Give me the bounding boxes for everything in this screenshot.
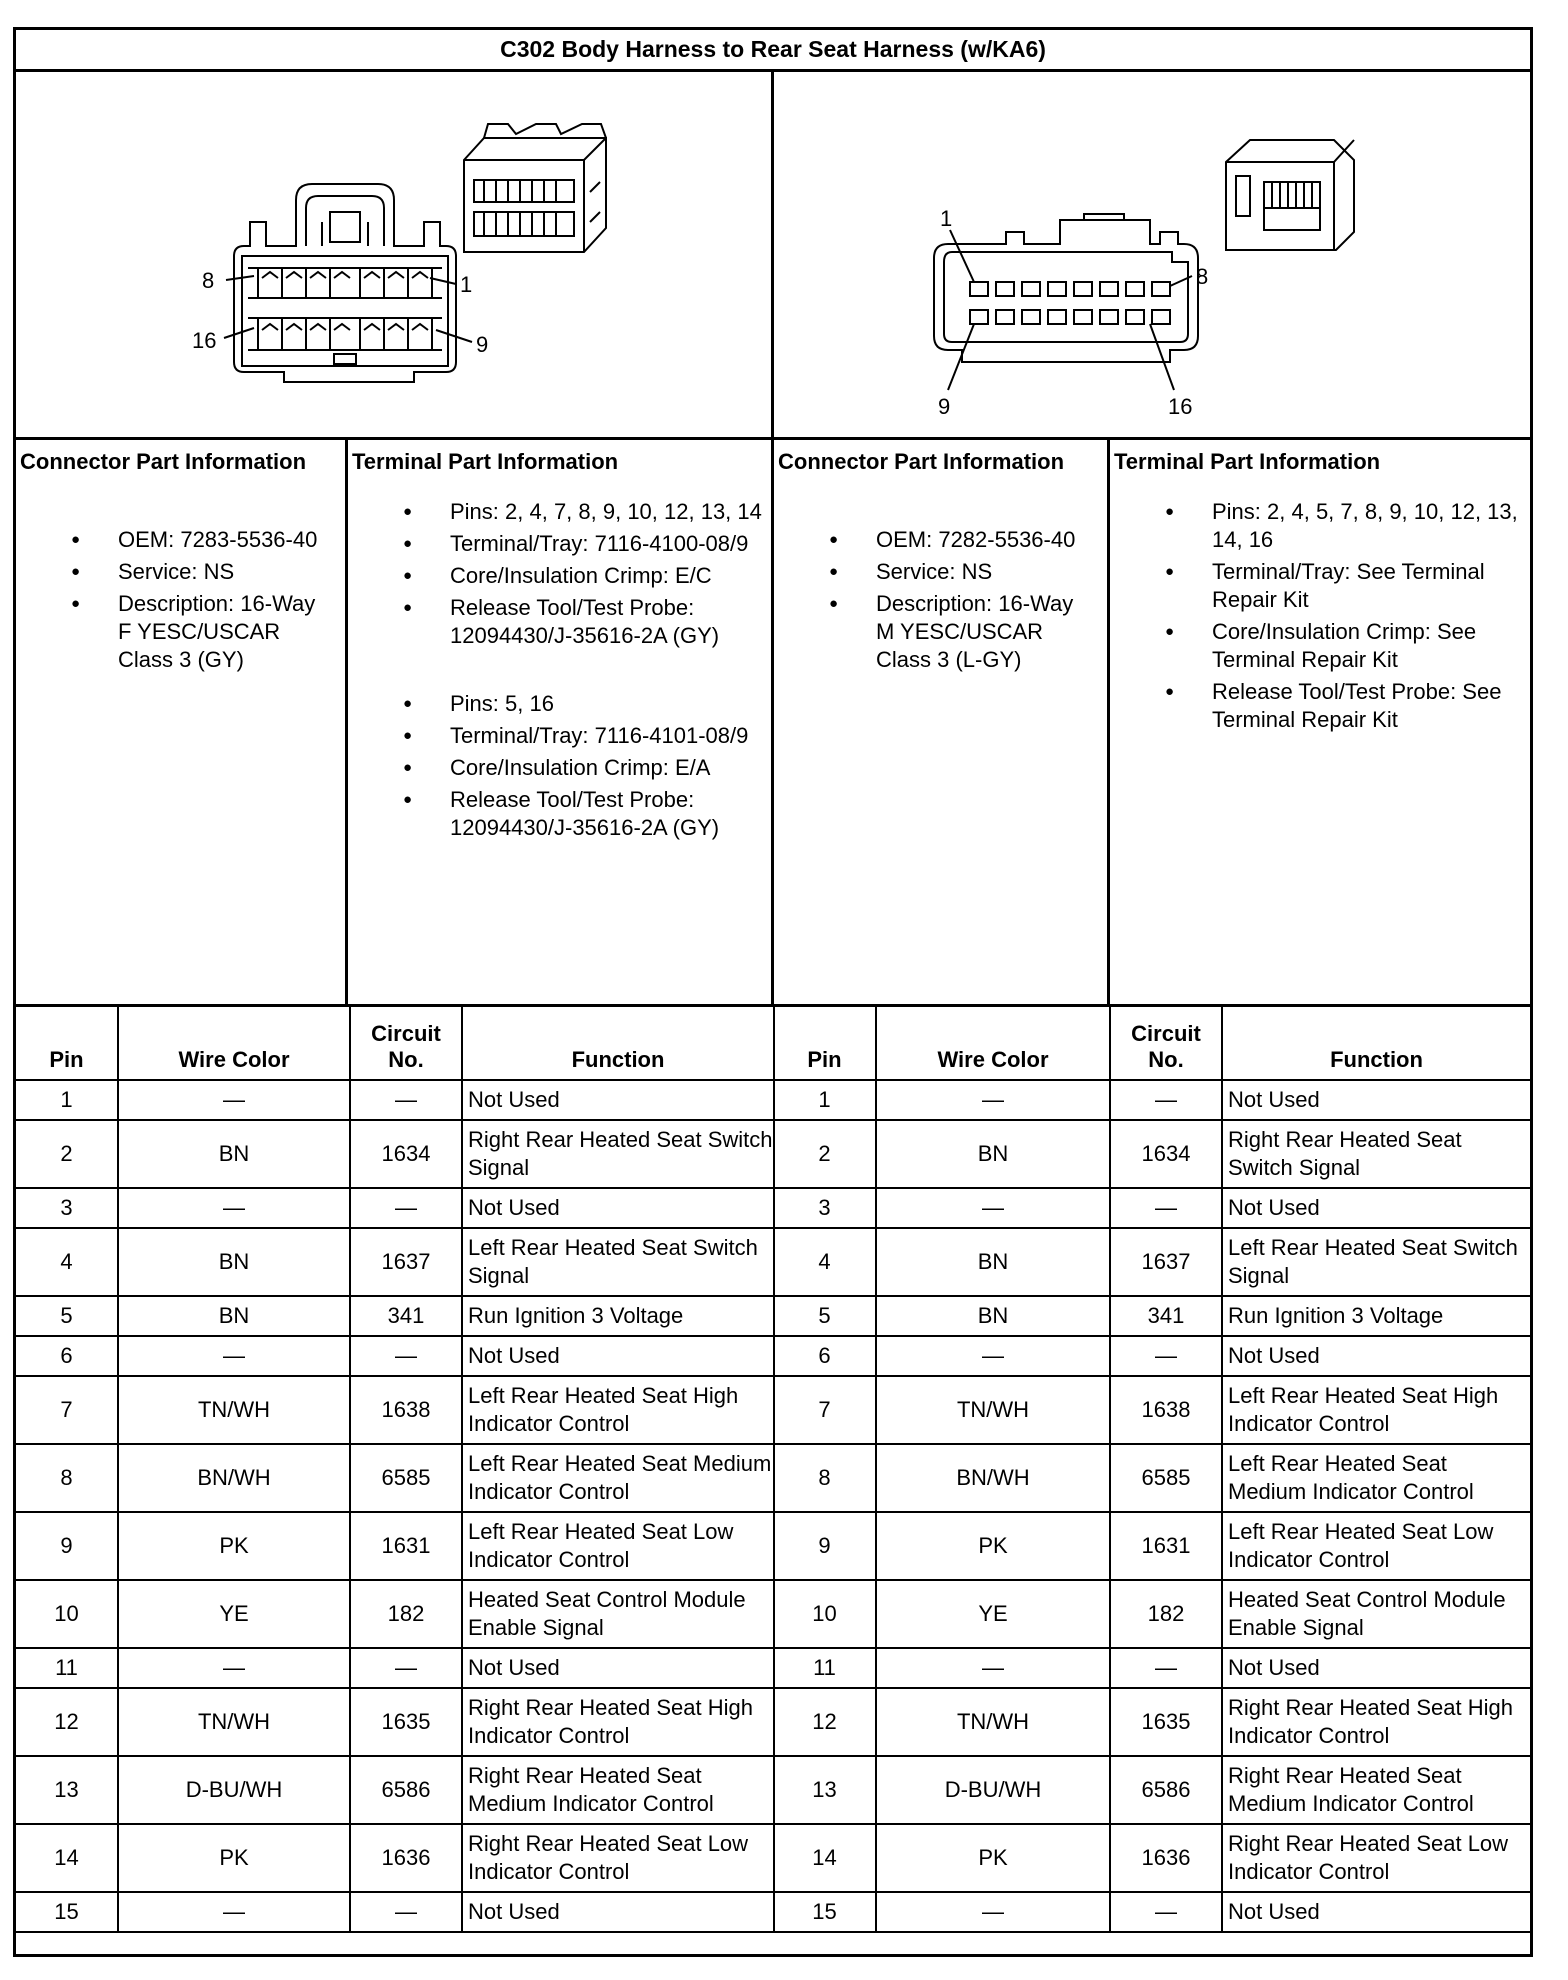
function-cell: Not Used bbox=[1222, 1080, 1530, 1120]
connector-sheet bbox=[13, 27, 1533, 1957]
circuit-cell: — bbox=[1110, 1080, 1222, 1120]
info-item: ● Terminal/Tray: 7116-4100-08/9 bbox=[348, 530, 771, 558]
circuit-cell: 6586 bbox=[1110, 1756, 1222, 1824]
function-cell: Not Used bbox=[1222, 1188, 1530, 1228]
wire-color-cell: BN bbox=[876, 1296, 1110, 1336]
wire-color-header: Wire Color bbox=[876, 1007, 1110, 1080]
wire-color-cell: BN bbox=[118, 1120, 350, 1188]
wire-color-cell: BN bbox=[118, 1296, 350, 1336]
function-cell: Run Ignition 3 Voltage bbox=[1222, 1296, 1530, 1336]
function-cell: Not Used bbox=[1222, 1892, 1530, 1932]
circuit-cell: — bbox=[1110, 1648, 1222, 1688]
pin-cell: 7 bbox=[16, 1376, 118, 1444]
function-cell: Left Rear Heated Seat Switch Signal bbox=[1222, 1228, 1530, 1296]
function-cell: Left Rear Heated Seat High Indicator Control bbox=[1222, 1376, 1530, 1444]
pin-cell: 8 bbox=[774, 1444, 876, 1512]
circuit-cell: — bbox=[1110, 1188, 1222, 1228]
pin-cell: 6 bbox=[16, 1336, 118, 1376]
circuit-cell: 1637 bbox=[350, 1228, 462, 1296]
pin-cell: 9 bbox=[774, 1512, 876, 1580]
table-row bbox=[16, 1228, 774, 1296]
table-row bbox=[16, 1336, 774, 1376]
table-row bbox=[16, 1512, 774, 1580]
circuit-cell: 1634 bbox=[1110, 1120, 1222, 1188]
pin-label-1: 1 bbox=[940, 206, 953, 231]
pin-cell: 14 bbox=[774, 1824, 876, 1892]
circuit-cell: 182 bbox=[350, 1580, 462, 1648]
pin-cell: 3 bbox=[16, 1188, 118, 1228]
info-item: ● OEM: 7283-5536-40 bbox=[16, 526, 345, 554]
info-item: ● Release Tool/Test Probe: 12094430/J-35616-2A (GY) bbox=[348, 786, 771, 842]
function-cell: Left Rear Heated Seat Low Indicator Control bbox=[462, 1512, 774, 1580]
circuit-cell: — bbox=[1110, 1336, 1222, 1376]
wire-color-cell: PK bbox=[876, 1824, 1110, 1892]
function-cell: Not Used bbox=[1222, 1336, 1530, 1376]
info-item: ● Core/Insulation Crimp: E/A bbox=[348, 754, 771, 782]
table-row bbox=[774, 1688, 1530, 1756]
terminal-info-heading: Terminal Part Information bbox=[1114, 449, 1381, 474]
pin-cell: 5 bbox=[16, 1296, 118, 1336]
wire-color-cell: PK bbox=[118, 1824, 350, 1892]
circuit-cell: 182 bbox=[1110, 1580, 1222, 1648]
circuit-cell: 341 bbox=[1110, 1296, 1222, 1336]
function-cell: Right Rear Heated Seat Medium Indicator Control bbox=[462, 1756, 774, 1824]
circuit-cell: 1636 bbox=[1110, 1824, 1222, 1892]
pin-label-1: 1 bbox=[460, 272, 473, 297]
info-item: ● Release Tool/Test Probe: See Terminal Repair Kit bbox=[1110, 678, 1530, 734]
pin-cell: 11 bbox=[16, 1648, 118, 1688]
right-pinout-table bbox=[774, 1007, 1530, 1933]
female-connector-diagram bbox=[16, 72, 774, 440]
table-row bbox=[774, 1756, 1530, 1824]
table-row bbox=[16, 1648, 774, 1688]
wire-color-cell: PK bbox=[118, 1512, 350, 1580]
wire-color-cell: BN bbox=[876, 1228, 1110, 1296]
wire-color-cell: TN/WH bbox=[876, 1688, 1110, 1756]
circuit-cell: 1631 bbox=[1110, 1512, 1222, 1580]
pin-cell: 4 bbox=[16, 1228, 118, 1296]
function-cell: Right Rear Heated Seat Low Indicator Control bbox=[462, 1824, 774, 1892]
function-cell: Not Used bbox=[462, 1648, 774, 1688]
function-cell: Not Used bbox=[462, 1892, 774, 1932]
pin-label-8: 8 bbox=[202, 268, 215, 293]
pin-cell: 13 bbox=[16, 1756, 118, 1824]
table-row bbox=[774, 1336, 1530, 1376]
info-item: ● Service: NS bbox=[16, 558, 345, 586]
circuit-cell: — bbox=[350, 1336, 462, 1376]
pin-cell: 12 bbox=[774, 1688, 876, 1756]
info-item: ● Terminal/Tray: See Terminal Repair Kit bbox=[1110, 558, 1530, 614]
info-item: ● Pins: 5, 16 bbox=[348, 690, 771, 718]
function-cell: Left Rear Heated Seat Medium Indicator Control bbox=[462, 1444, 774, 1512]
wire-color-cell: — bbox=[876, 1648, 1110, 1688]
function-cell: Run Ignition 3 Voltage bbox=[462, 1296, 774, 1336]
pin-label-8: 8 bbox=[1196, 264, 1209, 289]
table-row bbox=[16, 1296, 774, 1336]
pin-cell: 3 bbox=[774, 1188, 876, 1228]
table-row bbox=[774, 1188, 1530, 1228]
wire-color-cell: BN bbox=[118, 1228, 350, 1296]
info-item: ● Terminal/Tray: 7116-4101-08/9 bbox=[348, 722, 771, 750]
wire-color-cell: YE bbox=[118, 1580, 350, 1648]
pin-cell: 11 bbox=[774, 1648, 876, 1688]
table-row bbox=[16, 1580, 774, 1648]
function-cell: Left Rear Heated Seat Switch Signal bbox=[462, 1228, 774, 1296]
pin-cell: 10 bbox=[16, 1580, 118, 1648]
wire-color-cell: — bbox=[876, 1336, 1110, 1376]
pin-cell: 2 bbox=[774, 1120, 876, 1188]
pin-label-9: 9 bbox=[938, 394, 951, 419]
wire-color-cell: — bbox=[118, 1336, 350, 1376]
pin-cell: 6 bbox=[774, 1336, 876, 1376]
pin-cell: 13 bbox=[774, 1756, 876, 1824]
function-cell: Right Rear Heated Seat High Indicator Control bbox=[462, 1688, 774, 1756]
table-row bbox=[774, 1376, 1530, 1444]
circuit-cell: 1635 bbox=[1110, 1688, 1222, 1756]
male-connector-drawing bbox=[774, 72, 1526, 437]
table-row bbox=[774, 1228, 1530, 1296]
wire-color-cell: D-BU/WH bbox=[118, 1756, 350, 1824]
function-cell: Left Rear Heated Seat Medium Indicator Control bbox=[1222, 1444, 1530, 1512]
function-cell: Not Used bbox=[462, 1080, 774, 1120]
info-item: ● Pins: 2, 4, 5, 7, 8, 9, 10, 12, 13, 14, 16 bbox=[1110, 498, 1530, 554]
wire-color-cell: TN/WH bbox=[876, 1376, 1110, 1444]
circuit-cell: — bbox=[350, 1892, 462, 1932]
info-item: ● Description: 16-Way F YESC/USCAR Class 3 (GY) bbox=[16, 590, 345, 674]
table-row bbox=[774, 1512, 1530, 1580]
page-title: C302 Body Harness to Rear Seat Harness (w/KA6) bbox=[16, 30, 1530, 72]
table-row bbox=[16, 1756, 774, 1824]
wire-color-cell: BN/WH bbox=[876, 1444, 1110, 1512]
function-cell: Right Rear Heated Seat Switch Signal bbox=[1222, 1120, 1530, 1188]
wire-color-cell: YE bbox=[876, 1580, 1110, 1648]
table-row bbox=[774, 1580, 1530, 1648]
pin-cell: 8 bbox=[16, 1444, 118, 1512]
circuit-cell: — bbox=[350, 1188, 462, 1228]
wire-color-cell: — bbox=[118, 1188, 350, 1228]
wire-color-cell: BN/WH bbox=[118, 1444, 350, 1512]
info-item: ● Service: NS bbox=[774, 558, 1107, 586]
table-row bbox=[16, 1120, 774, 1188]
table-row bbox=[774, 1824, 1530, 1892]
circuit-cell: 1638 bbox=[1110, 1376, 1222, 1444]
function-cell: Heated Seat Control Module Enable Signal bbox=[462, 1580, 774, 1648]
table-row bbox=[774, 1444, 1530, 1512]
pin-label-16: 16 bbox=[1168, 394, 1193, 419]
wire-color-cell: — bbox=[118, 1892, 350, 1932]
pin-cell: 7 bbox=[774, 1376, 876, 1444]
left-terminal-part-info bbox=[348, 440, 774, 1007]
table-row bbox=[16, 1444, 774, 1512]
pin-cell: 2 bbox=[16, 1120, 118, 1188]
info-item: ● Description: 16-Way M YESC/USCAR Class 3 (L-GY) bbox=[774, 590, 1107, 674]
table-row bbox=[16, 1824, 774, 1892]
pin-cell: 1 bbox=[16, 1080, 118, 1120]
left-pinout-table bbox=[16, 1007, 775, 1933]
function-cell: Not Used bbox=[462, 1336, 774, 1376]
connector-info-heading: Connector Part Information bbox=[778, 449, 1065, 474]
wire-color-cell: D-BU/WH bbox=[876, 1756, 1110, 1824]
pin-cell: 14 bbox=[16, 1824, 118, 1892]
circuit-cell: 1637 bbox=[1110, 1228, 1222, 1296]
function-cell: Left Rear Heated Seat Low Indicator Control bbox=[1222, 1512, 1530, 1580]
function-cell: Right Rear Heated Seat Switch Signal bbox=[462, 1120, 774, 1188]
function-header: Function bbox=[462, 1007, 774, 1080]
pin-cell: 15 bbox=[16, 1892, 118, 1932]
info-item: ● Core/Insulation Crimp: E/C bbox=[348, 562, 771, 590]
pin-label-16: 16 bbox=[192, 328, 217, 353]
table-row bbox=[16, 1892, 774, 1932]
circuit-cell: 1631 bbox=[350, 1512, 462, 1580]
circuit-cell: — bbox=[1110, 1892, 1222, 1932]
wire-color-cell: — bbox=[876, 1188, 1110, 1228]
info-item: ● Release Tool/Test Probe: 12094430/J-35616-2A (GY) bbox=[348, 594, 771, 650]
wire-color-cell: TN/WH bbox=[118, 1688, 350, 1756]
table-row bbox=[16, 1188, 774, 1228]
function-header: Function bbox=[1222, 1007, 1530, 1080]
function-cell: Heated Seat Control Module Enable Signal bbox=[1222, 1580, 1530, 1648]
wire-color-cell: BN bbox=[876, 1120, 1110, 1188]
pin-cell: 10 bbox=[774, 1580, 876, 1648]
info-item: ● Pins: 2, 4, 7, 8, 9, 10, 12, 13, 14 bbox=[348, 498, 771, 526]
circuit-cell: 6586 bbox=[350, 1756, 462, 1824]
info-item: ● Core/Insulation Crimp: See Terminal Repair Kit bbox=[1110, 618, 1530, 674]
table-row bbox=[16, 1688, 774, 1756]
wire-color-cell: — bbox=[118, 1648, 350, 1688]
circuit-cell: 1634 bbox=[350, 1120, 462, 1188]
pin-cell: 1 bbox=[774, 1080, 876, 1120]
wire-color-cell: — bbox=[118, 1080, 350, 1120]
table-row bbox=[16, 1376, 774, 1444]
circuit-cell: 1636 bbox=[350, 1824, 462, 1892]
circuit-cell: — bbox=[350, 1080, 462, 1120]
circuit-header: Circuit No. bbox=[350, 1007, 462, 1080]
table-row bbox=[774, 1120, 1530, 1188]
function-cell: Left Rear Heated Seat High Indicator Control bbox=[462, 1376, 774, 1444]
male-connector-diagram bbox=[774, 72, 1530, 440]
left-connector-part-info bbox=[16, 440, 348, 1007]
circuit-cell: 6585 bbox=[350, 1444, 462, 1512]
circuit-cell: 341 bbox=[350, 1296, 462, 1336]
pin-cell: 4 bbox=[774, 1228, 876, 1296]
circuit-cell: 1635 bbox=[350, 1688, 462, 1756]
function-cell: Right Rear Heated Seat Low Indicator Control bbox=[1222, 1824, 1530, 1892]
circuit-cell: 6585 bbox=[1110, 1444, 1222, 1512]
pin-cell: 15 bbox=[774, 1892, 876, 1932]
circuit-cell: — bbox=[350, 1648, 462, 1688]
function-cell: Not Used bbox=[1222, 1648, 1530, 1688]
pin-header: Pin bbox=[16, 1007, 118, 1080]
wire-color-cell: PK bbox=[876, 1512, 1110, 1580]
pin-header: Pin bbox=[774, 1007, 876, 1080]
circuit-header: Circuit No. bbox=[1110, 1007, 1222, 1080]
table-row bbox=[774, 1080, 1530, 1120]
function-cell: Right Rear Heated Seat Medium Indicator Control bbox=[1222, 1756, 1530, 1824]
pin-cell: 12 bbox=[16, 1688, 118, 1756]
function-cell: Not Used bbox=[462, 1188, 774, 1228]
wire-color-cell: TN/WH bbox=[118, 1376, 350, 1444]
table-row bbox=[774, 1648, 1530, 1688]
pin-cell: 9 bbox=[16, 1512, 118, 1580]
function-cell: Right Rear Heated Seat High Indicator Control bbox=[1222, 1688, 1530, 1756]
wire-color-cell: — bbox=[876, 1892, 1110, 1932]
wire-color-cell: — bbox=[876, 1080, 1110, 1120]
table-row bbox=[774, 1892, 1530, 1932]
connector-info-heading: Connector Part Information bbox=[20, 449, 307, 474]
terminal-info-heading: Terminal Part Information bbox=[352, 449, 619, 474]
pin-label-9: 9 bbox=[476, 332, 489, 357]
pin-cell: 5 bbox=[774, 1296, 876, 1336]
female-connector-drawing bbox=[16, 72, 768, 437]
right-terminal-part-info bbox=[1110, 440, 1530, 1007]
info-item: ● OEM: 7282-5536-40 bbox=[774, 526, 1107, 554]
circuit-cell: 1638 bbox=[350, 1376, 462, 1444]
wire-color-header: Wire Color bbox=[118, 1007, 350, 1080]
table-row bbox=[774, 1296, 1530, 1336]
table-row bbox=[16, 1080, 774, 1120]
right-connector-part-info bbox=[774, 440, 1110, 1007]
